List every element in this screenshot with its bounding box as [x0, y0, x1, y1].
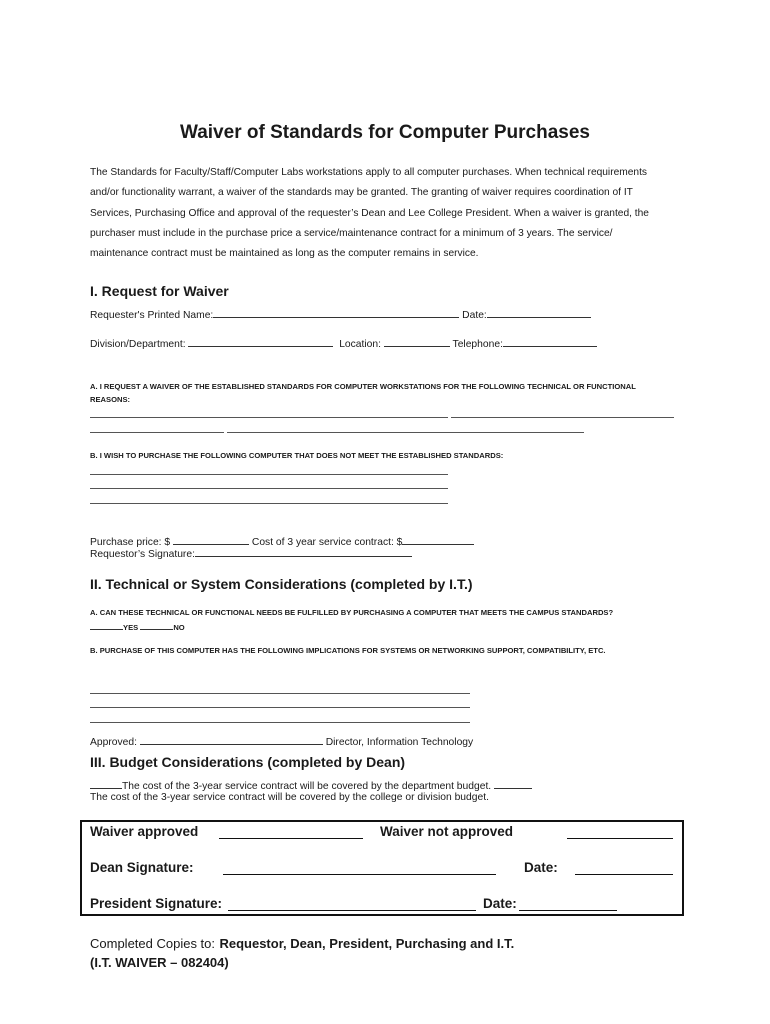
- implications-line[interactable]: [90, 722, 470, 723]
- president-date-field[interactable]: [519, 910, 617, 911]
- purchase-price-label: Purchase price: $: [90, 537, 171, 548]
- president-signature-label: President Signature:: [90, 896, 223, 911]
- waiver-not-approved-field[interactable]: [567, 838, 673, 839]
- telephone-field[interactable]: [503, 337, 597, 347]
- dept-budget-text: The cost of the 3-year service contract will be covered by the department budget.: [122, 781, 492, 792]
- division-label: Division/Department:: [90, 339, 186, 350]
- approved-field[interactable]: [140, 735, 323, 745]
- telephone-label: Telephone:: [452, 339, 503, 350]
- implications-line[interactable]: [90, 693, 470, 694]
- form-id: (I.T. WAIVER – 082404): [90, 955, 229, 970]
- section-2-heading: II. Technical or System Considerations (completed by I.T.): [90, 576, 473, 592]
- waiver-not-approved-label: Waiver not approved: [380, 824, 514, 839]
- yes-field[interactable]: [90, 622, 123, 630]
- approved-label: Approved:: [90, 737, 137, 748]
- section-3-heading: III. Budget Considerations (completed by Dean): [90, 754, 406, 770]
- section-2a-text: A. CAN THESE TECHNICAL OR FUNCTIONAL NEEDS BE FULFILLED BY PURCHASING A COMPUTER THAT MEETS THE CAMPUS STANDARDS?: [90, 608, 614, 617]
- waiver-approved-label: Waiver approved: [90, 824, 199, 839]
- reason-line[interactable]: [90, 417, 448, 418]
- location-field[interactable]: [384, 337, 450, 347]
- location-label: Location:: [339, 339, 381, 350]
- yes-label: YES: [123, 623, 139, 632]
- date-field[interactable]: [487, 308, 591, 318]
- intro-line: and/or functionality warrant, a waiver of the standards may be granted. The granting of waiver requires coordination of IT: [90, 187, 633, 199]
- reason-line[interactable]: [451, 417, 674, 418]
- college-budget-checkbox[interactable]: [494, 779, 532, 789]
- signature-row: [90, 547, 412, 560]
- intro-line: maintenance contract must be maintained as long as the computer remains in service.: [90, 248, 479, 260]
- approved-row: [90, 735, 473, 748]
- dean-date-field[interactable]: [575, 874, 673, 875]
- computer-line[interactable]: [90, 474, 448, 475]
- section-1a-text: [90, 380, 690, 406]
- no-field[interactable]: [140, 622, 173, 630]
- implications-line[interactable]: [90, 707, 470, 708]
- copies-recipients: Requestor, Dean, President, Purchasing and I.T.: [219, 936, 515, 951]
- copies-label: Completed Copies to:: [90, 936, 216, 951]
- section-1a-line: REASONS:: [90, 395, 131, 404]
- date-label: Date:: [462, 310, 487, 321]
- reason-line[interactable]: [227, 432, 584, 433]
- purchase-price-field[interactable]: [173, 535, 249, 545]
- section-2b-text: B. PURCHASE OF THIS COMPUTER HAS THE FOLLOWING IMPLICATIONS FOR SYSTEMS OR NETWORKING SUPPORT, COMPATIBILITY, ETC.: [90, 646, 606, 655]
- president-date-label: Date:: [483, 896, 517, 911]
- intro-line: Services, Purchasing Office and approval of the requester’s Dean and Lee College President. When a waiver is granted, the: [90, 207, 649, 219]
- service-contract-label: Cost of 3 year service contract: $: [251, 537, 403, 548]
- section-1a-line: A. I REQUEST A WAIVER OF THE ESTABLISHED STANDARDS FOR COMPUTER WORKSTATIONS FOR THE FOLLOWING TECHNICAL OR FUNCTIONAL: [90, 382, 636, 391]
- director-label: Director, Information Technology: [325, 737, 474, 748]
- intro-paragraph: [90, 163, 690, 264]
- budget-dept-row: [90, 779, 532, 792]
- computer-line[interactable]: [90, 503, 448, 504]
- no-label: NO: [173, 623, 185, 632]
- reason-line[interactable]: [90, 432, 224, 433]
- dean-signature-label: Dean Signature:: [90, 860, 194, 875]
- dept-budget-checkbox[interactable]: [90, 779, 122, 789]
- service-contract-field[interactable]: [402, 535, 474, 545]
- requestor-signature-field[interactable]: [195, 547, 412, 557]
- intro-line: The Standards for Faculty/Staff/Computer Labs workstations apply to all computer purchases. When technical requirements: [90, 167, 647, 178]
- copies-row: [90, 935, 514, 953]
- president-signature-field[interactable]: [228, 910, 476, 911]
- page-title: Waiver of Standards for Computer Purchases: [179, 122, 590, 143]
- budget-college-text: The cost of the 3-year service contract will be covered by the college or division budget.: [90, 792, 489, 803]
- division-row: [90, 337, 597, 350]
- intro-line: purchaser must include in the purchase price a service/maintenance contract for a minimum of 3 years. The service/: [90, 227, 613, 239]
- section-1-heading: I. Request for Waiver: [90, 283, 229, 299]
- yes-no-row: [90, 622, 185, 632]
- computer-line[interactable]: [90, 488, 448, 489]
- requestor-signature-label: Requestor’s Signature:: [90, 549, 195, 560]
- dean-date-label: Date:: [524, 860, 558, 875]
- printed-name-row: [90, 308, 591, 321]
- dean-signature-field[interactable]: [223, 874, 496, 875]
- printed-name-field[interactable]: [213, 308, 459, 318]
- division-field[interactable]: [188, 337, 333, 347]
- waiver-approved-field[interactable]: [219, 838, 363, 839]
- section-1b-text: B. I WISH TO PURCHASE THE FOLLOWING COMPUTER THAT DOES NOT MEET THE ESTABLISHED STANDARDS:: [90, 451, 504, 460]
- printed-name-label: Requester's Printed Name:: [90, 310, 214, 321]
